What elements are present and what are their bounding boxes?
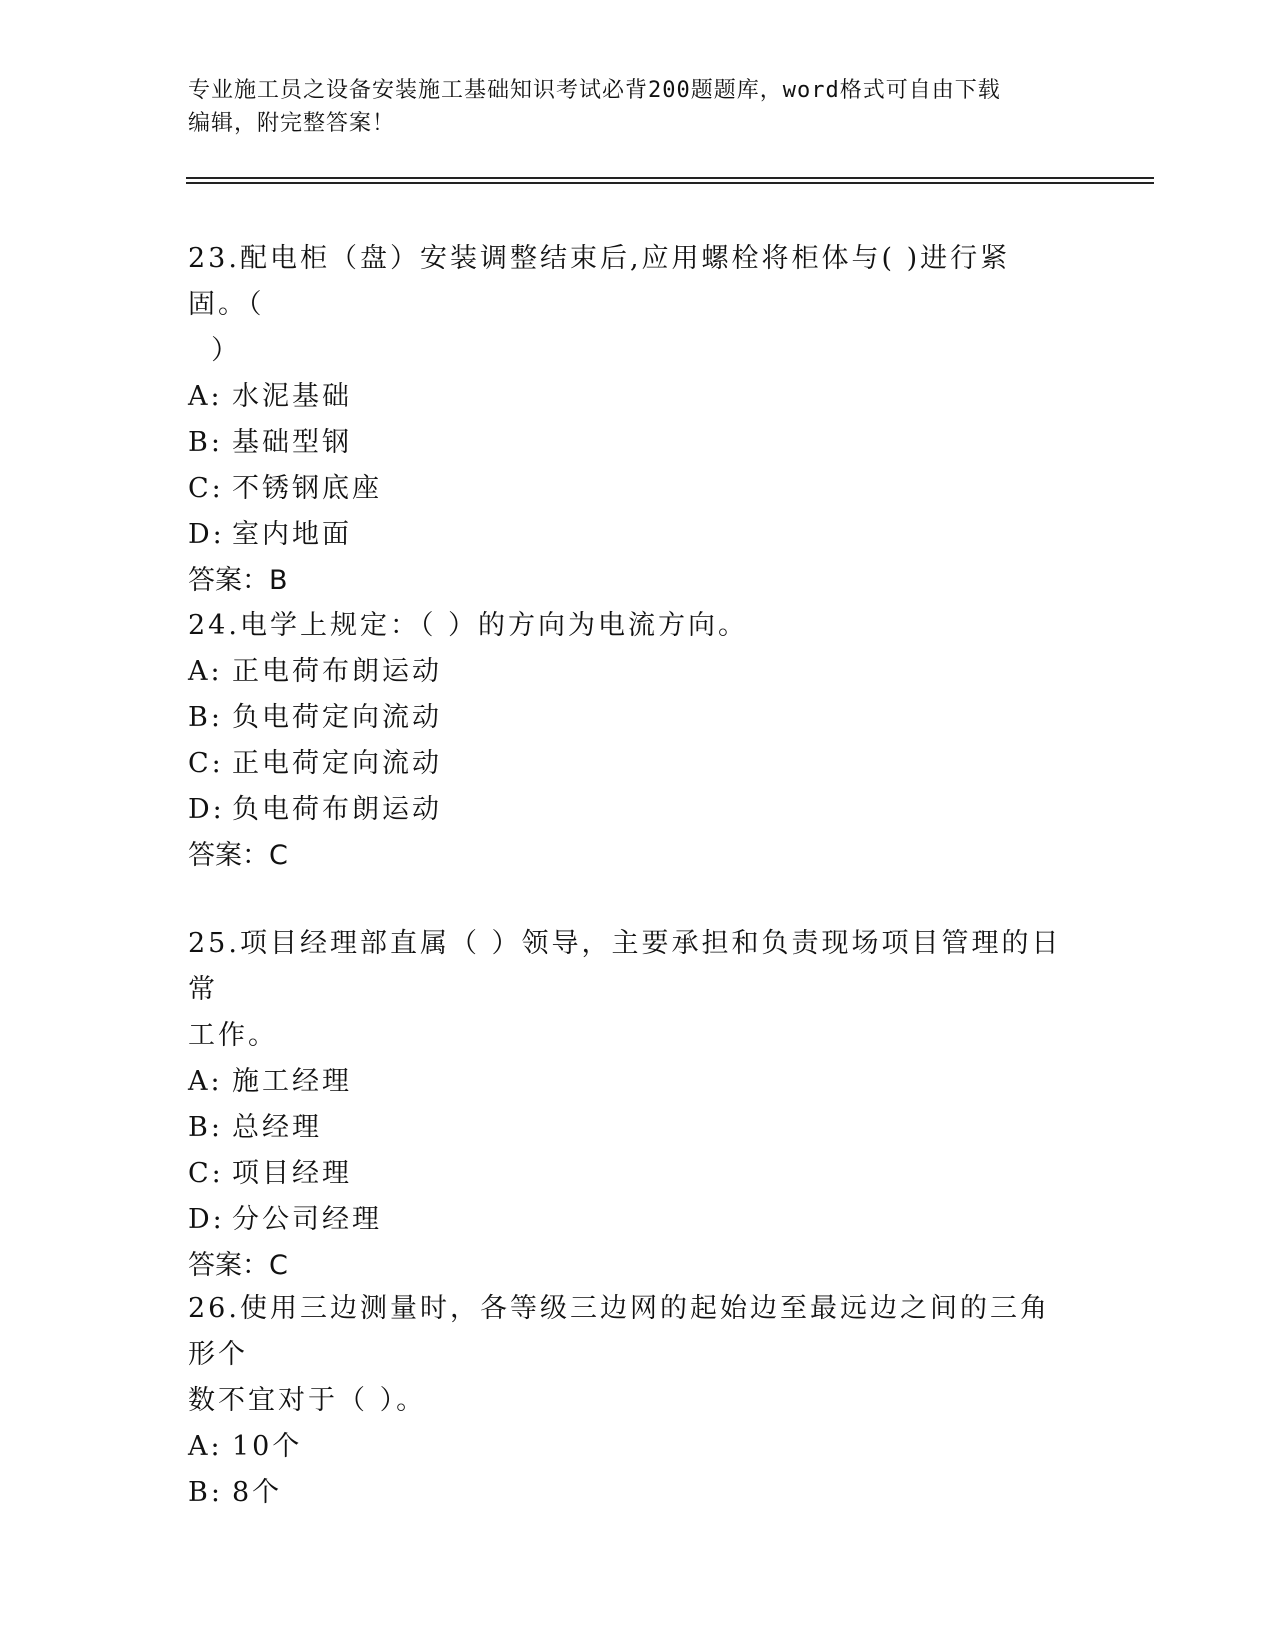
option-text: 项目经理	[232, 1158, 352, 1189]
header-title-line1: 专业施工员之设备安装施工基础知识考试必背200题题库，word格式可自由下载	[188, 78, 1001, 103]
option-d	[188, 1197, 1068, 1243]
question-24	[188, 603, 1068, 879]
option-letter: D:	[188, 794, 225, 825]
option-letter: C:	[188, 1158, 224, 1189]
option-b	[188, 695, 1068, 741]
answer-value: C	[269, 840, 288, 871]
option-text: 总经理	[232, 1112, 322, 1143]
question-26	[188, 1286, 1068, 1516]
answer-label: 答案：	[188, 565, 269, 596]
option-letter: A:	[188, 656, 223, 687]
option-letter: A:	[188, 1066, 223, 1097]
question-stem	[188, 1286, 1068, 1424]
option-letter: B:	[188, 1477, 223, 1508]
option-text: 正电荷布朗运动	[232, 656, 442, 687]
option-text: 室内地面	[232, 519, 352, 550]
option-text: 负电荷定向流动	[232, 702, 442, 733]
option-c	[188, 741, 1068, 787]
question-stem-line1: 24.电学上规定：（ ）的方向为电流方向。	[188, 610, 749, 641]
option-letter: B:	[188, 427, 223, 458]
option-b	[188, 1105, 1068, 1151]
header-divider-top	[186, 177, 1154, 179]
option-letter: D:	[188, 1204, 225, 1235]
question-stem	[188, 603, 1068, 649]
answer-line	[188, 558, 1068, 604]
question-stem	[188, 921, 1068, 1059]
answer-value: B	[269, 565, 288, 596]
option-letter: C:	[188, 473, 224, 504]
question-stem-line1: 25.项目经理部直属（ ）领导，主要承担和负责现场项目管理的日常	[188, 928, 1062, 1005]
option-d	[188, 787, 1068, 833]
option-text: 负电荷布朗运动	[232, 794, 442, 825]
header-divider-bottom	[186, 182, 1154, 184]
question-stem-line1: 26.使用三边测量时，各等级三边网的起始边至最远边之间的三角形个	[188, 1293, 1050, 1370]
option-text: 8个	[232, 1477, 283, 1508]
question-23	[188, 236, 1068, 604]
option-b	[188, 1470, 1068, 1516]
header-title-line2: 编辑，附完整答案！	[188, 111, 396, 136]
answer-line	[188, 1243, 1068, 1289]
answer-line	[188, 833, 1068, 879]
option-text: 基础型钢	[232, 427, 352, 458]
question-stem-line2: 工作。	[188, 1020, 278, 1051]
option-text: 正电荷定向流动	[232, 748, 442, 779]
option-text: 施工经理	[232, 1066, 352, 1097]
option-a	[188, 649, 1068, 695]
option-d	[188, 512, 1068, 558]
option-text: 不锈钢底座	[232, 473, 382, 504]
option-c	[188, 466, 1068, 512]
question-stem-line1: 23.配电柜（盘）安装调整结束后,应用螺栓将柜体与( )进行紧固。（	[188, 243, 1011, 320]
option-a	[188, 1424, 1068, 1470]
option-letter: A:	[188, 1431, 223, 1462]
option-b	[188, 420, 1068, 466]
question-stem-line2: ）	[188, 335, 242, 366]
option-text: 10个	[232, 1431, 303, 1462]
option-c	[188, 1151, 1068, 1197]
option-text: 水泥基础	[232, 381, 352, 412]
option-a	[188, 1059, 1068, 1105]
answer-label: 答案：	[188, 1250, 269, 1281]
option-letter: D:	[188, 519, 225, 550]
option-letter: B:	[188, 702, 223, 733]
option-letter: C:	[188, 748, 224, 779]
answer-label: 答案：	[188, 840, 269, 871]
question-stem-line2: 数不宜对于（ ）。	[188, 1385, 427, 1416]
document-header	[188, 74, 1068, 140]
answer-value: C	[269, 1250, 288, 1281]
question-25	[188, 921, 1068, 1289]
option-text: 分公司经理	[232, 1204, 382, 1235]
option-letter: A:	[188, 381, 223, 412]
question-stem	[188, 236, 1068, 374]
option-letter: B:	[188, 1112, 223, 1143]
option-a	[188, 374, 1068, 420]
